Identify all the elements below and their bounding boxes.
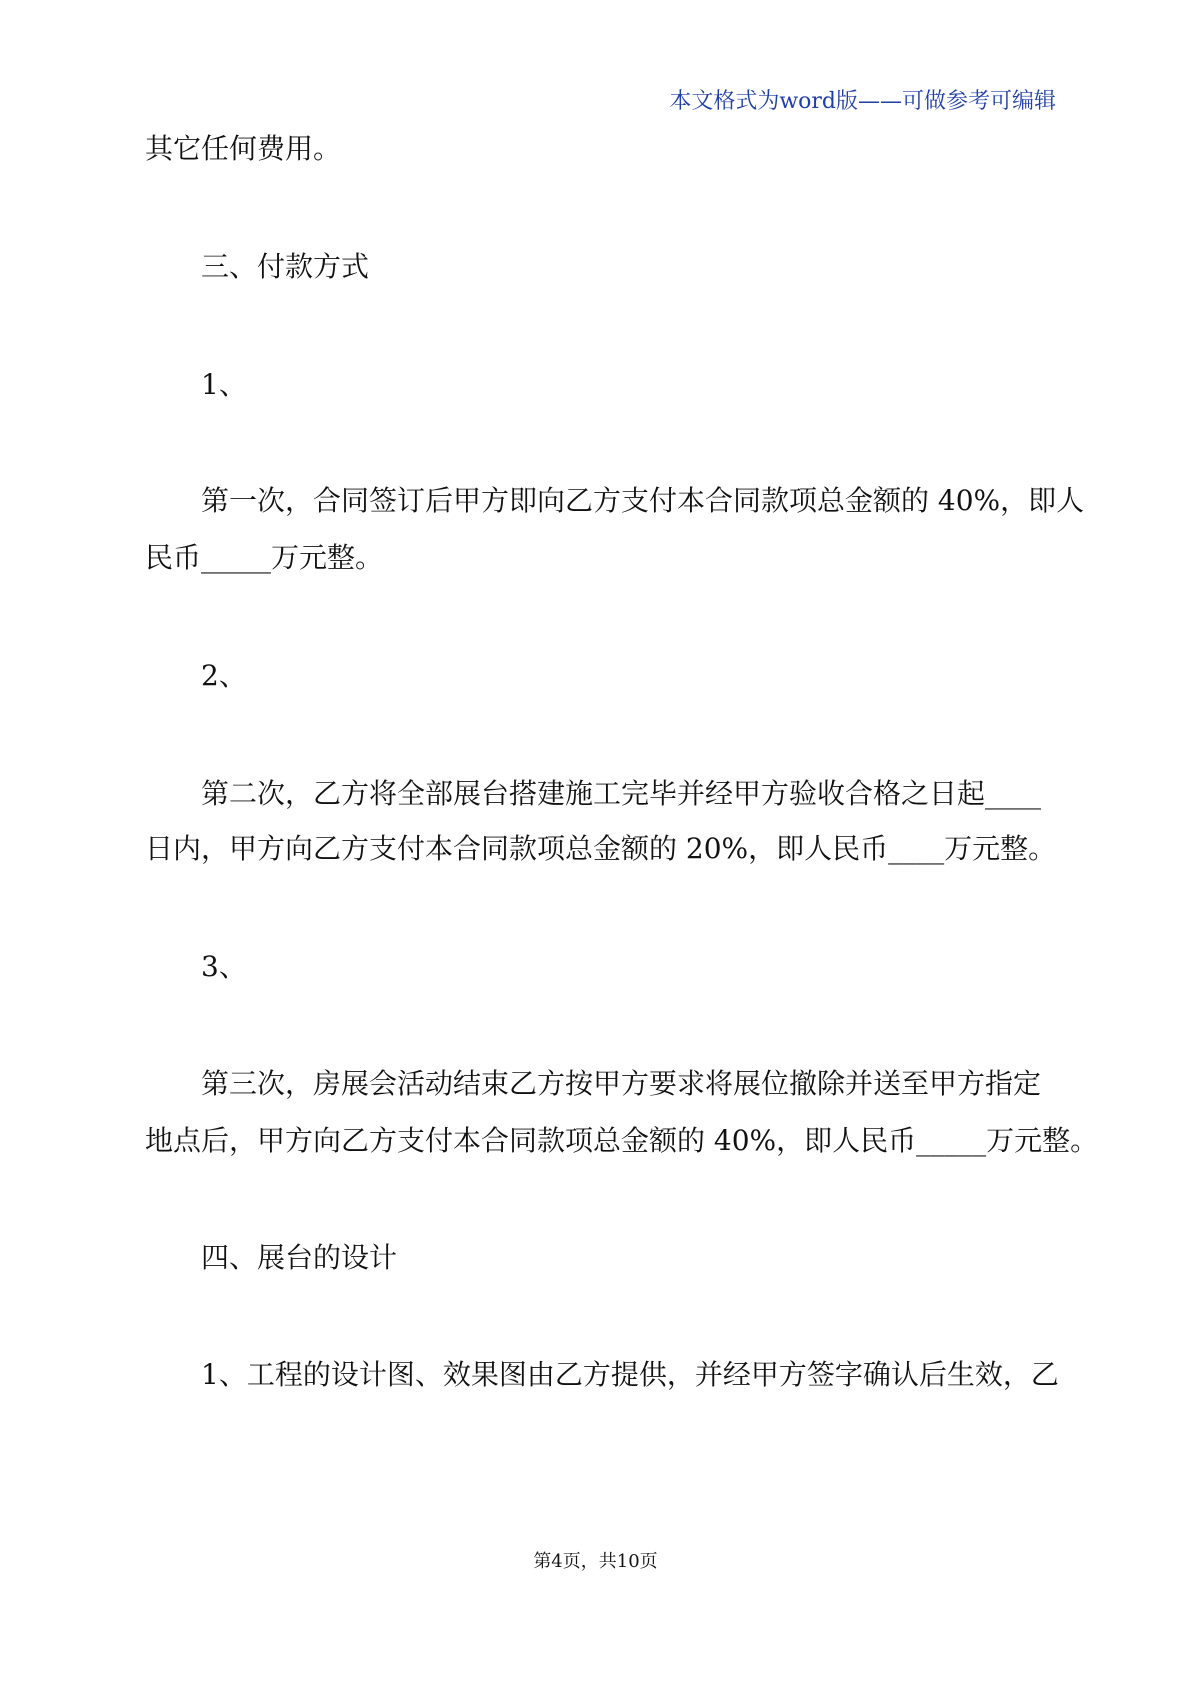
section-heading-payment: 三、付款方式 [201, 250, 370, 283]
payment-first-line-1: 第一次，合同签订后甲方即向乙方支付本合同款项总金额的 40%，即人 [201, 484, 1085, 517]
payment-second-line-1: 第二次，乙方将全部展台搭建施工完毕并经甲方验收合格之日起____ [201, 777, 1042, 810]
section-heading-design: 四、展台的设计 [201, 1241, 398, 1274]
payment-first-line-2: 民币_____万元整。 [145, 541, 384, 574]
list-number-2: 2、 [201, 659, 247, 692]
body-line-other-fees: 其它任何费用。 [145, 132, 342, 165]
list-number-3: 3、 [201, 950, 247, 983]
list-number-1: 1、 [201, 368, 247, 401]
payment-third-line-1: 第三次，房展会活动结束乙方按甲方要求将展位撤除并送至甲方指定 [201, 1067, 1042, 1100]
payment-third-line-2: 地点后，甲方向乙方支付本合同款项总金额的 40%，即人民币_____万元整。 [145, 1124, 1099, 1157]
page-number-footer: 第4页，共10页 [533, 1551, 658, 1572]
document-header-note: 本文格式为word版——可做参考可编辑 [669, 89, 1056, 114]
payment-second-line-2: 日内，甲方向乙方支付本合同款项总金额的 20%，即人民币____万元整。 [145, 832, 1057, 865]
design-item-1-line-1: 1、工程的设计图、效果图由乙方提供，并经甲方签字确认后生效，乙 [201, 1358, 1059, 1391]
